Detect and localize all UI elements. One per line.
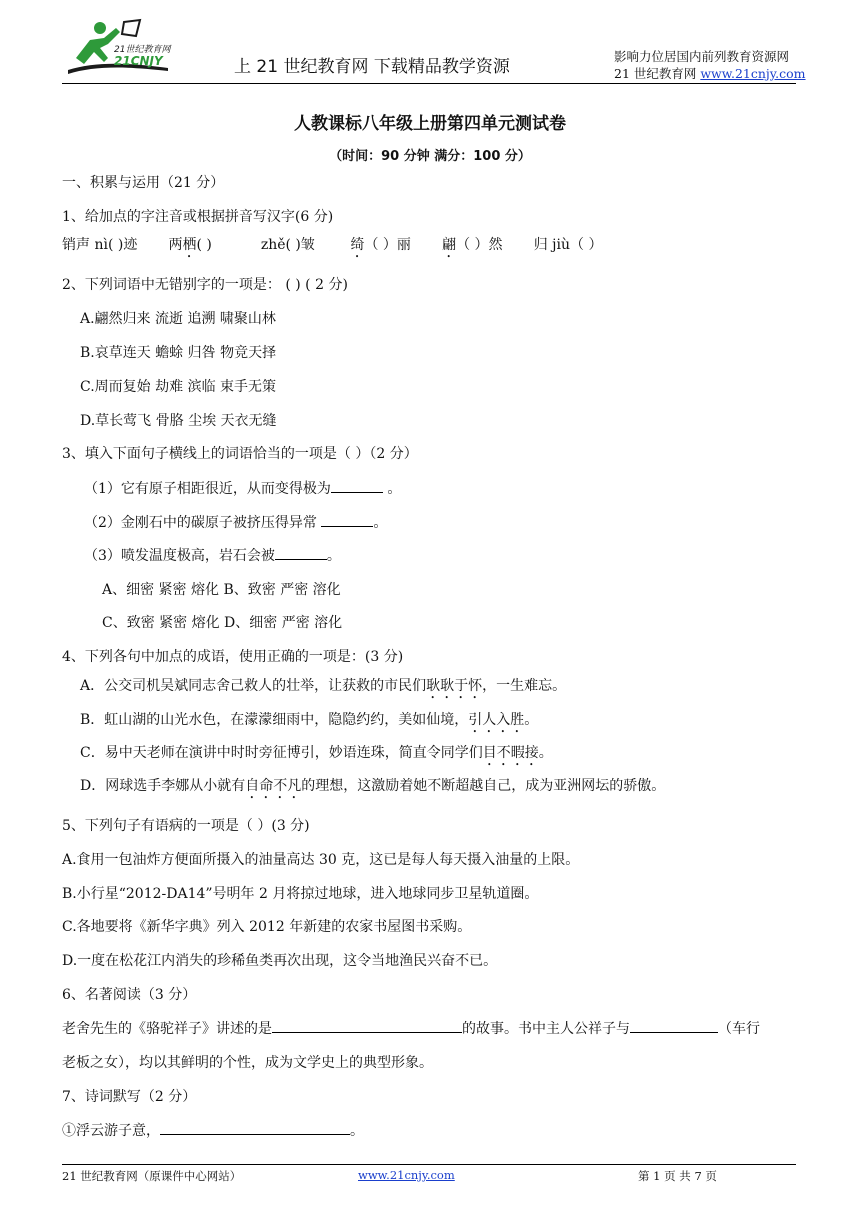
footer-page-number: 第 1 页 共 7 页 [638,1169,717,1183]
logo-cn-text: 21世纪教育网 [114,45,171,55]
q3-s1-end: 。 [382,481,402,497]
q4-stem: 4、下列各句中加点的成语，使用正确的一项是：(3 分) [62,649,404,665]
q4-c-idiom: 目不暇接 [482,745,539,761]
q4-c-post: 。 [538,745,553,761]
header-right-prefix: 21 世纪教育网 [614,66,701,81]
q3-blank-1[interactable] [331,480,383,493]
q5-option-d: D.一度在松花江内消失的珍稀鱼类再次出现，这令当地渔民兴奋不已。 [62,953,498,969]
q1-item-2a: 两 [168,237,183,253]
header-right [614,48,806,82]
q1-item-4b: （ ）丽 [364,237,411,253]
q2-option-c: C.周而复始 劫难 滨临 束手无策 [80,379,277,395]
header-rule [62,83,796,84]
header-right-line1: 影响力位居国内前列教育资源网 [614,49,790,64]
q4-option-b [80,709,538,736]
q6-stem: 6、名著阅读（3 分） [62,987,197,1003]
q4-d-idiom: 自命不凡 [245,778,302,794]
q7-blank-1[interactable] [160,1122,350,1135]
logo-en-text: 21CNJY [114,54,163,68]
q3-s2-text: （2）金刚石中的碳原子被挤压得异常 [84,515,322,531]
q1-item-1: 销声 nì( )迹 [62,237,138,253]
q4-a-idiom: 耿耿于怀 [426,678,483,694]
q4-d-pre: D．网球选手李娜从小就有 [80,778,246,794]
q6-line-2: 老板之女），均以其鲜明的个性，成为文学史上的典型形象。 [62,1055,433,1071]
q7-line-1 [62,1120,364,1140]
q7-line1-end: 。 [350,1123,364,1139]
q1-stem: 1、给加点的字注音或根据拼音写汉字(6 分) [62,209,334,225]
footer-site-link[interactable]: www.21cnjy.com [358,1168,455,1182]
q1-item-6: 归 jiù（ ） [533,237,603,253]
q5-option-b: B.小行星“2012-DA14”号明年 2 月将掠过地球，进入地球同步卫星轨道圈。 [62,886,539,902]
q6-line-1 [62,1018,760,1038]
q3-blank-2[interactable] [321,514,373,527]
q2-option-a: A.翩然归来 流逝 追溯 啸聚山林 [80,311,276,327]
footer-left: 21 世纪教育网（原课件中心网站） [62,1169,242,1183]
q1-items [62,234,602,261]
q3-s1-text: （1）它有原子相距很近，从而变得极为 [84,481,331,497]
q1-item-5b: （ ）然 [456,237,503,253]
q1-item-5-dotted: 翩 [442,237,457,253]
q7-line1-text: ①浮云游子意， [62,1123,160,1139]
q1-item-3: zhě( )皱 [260,237,315,253]
q6-line1-b: 的故事。书中主人公祥子与 [462,1021,630,1037]
q2-option-d: D.草长莺飞 骨胳 尘埃 天衣无缝 [80,413,277,429]
q4-a-pre: A．公交司机吴斌同志舍己救人的壮举，让获救的市民们 [80,678,427,694]
section-heading: 一、积累与运用（21 分） [62,175,225,191]
page-title: 人教课标八年级上册第四单元测试卷 [294,114,566,134]
q4-option-d [80,775,665,802]
q4-c-pre: C．易中天老师在演讲中时时旁征博引，妙语连珠，简直令同学们 [80,745,483,761]
q4-b-pre: B．虹山湖的山光水色，在濛濛细雨中，隐隐约约，美如仙境， [80,712,469,728]
q3-stem: 3、填入下面句子横线上的词语恰当的一项是（ ）（2 分） [62,446,418,462]
q2-option-b: B.哀草连天 蟾蜍 归咎 物竞天择 [80,345,277,361]
q4-a-post: ，一生难忘。 [482,678,567,694]
q4-option-a [80,675,566,702]
header-site-link[interactable]: www.21cnjy.com [700,66,806,81]
page-subtitle: （时间：90 分钟 满分：100 分） [329,149,531,164]
q3-s2-end: 。 [373,515,388,531]
q3-options-1: A、细密 紧密 熔化 B、致密 严密 溶化 [102,582,341,598]
q4-b-idiom: 引人入胜 [468,712,525,728]
q6-blank-1[interactable] [272,1020,462,1033]
q2-stem: 2、下列词语中无错别字的一项是： ( ) ( 2 分) [62,277,348,293]
q5-option-a: A.食用一包油炸方便面所摄入的油量高达 30 克，这已是每人每天摄入油量的上限。 [62,852,580,868]
header-right-line2 [614,65,806,82]
q4-option-c [80,742,553,769]
q4-d-post: 的理想，这激励着她不断超越自己，成为亚洲网坛的骄傲。 [301,778,666,794]
logo [64,18,174,78]
q3-options-2: C、致密 紧密 熔化 D、细密 严密 溶化 [102,615,343,631]
q3-s3-text: （3）喷发温度极高，岩石会被 [84,548,275,564]
q5-option-c: C.各地要将《新华字典》列入 2012 年新建的农家书屋图书采购。 [62,919,472,935]
q6-blank-2[interactable] [630,1020,718,1033]
q1-item-2-dotted: 栖 [182,237,197,253]
q4-b-post: 。 [524,712,539,728]
q6-line1-c: （车行 [718,1021,760,1037]
q3-sentence-2 [84,512,387,532]
q1-item-4-dotted: 绮 [350,237,365,253]
q5-stem: 5、下列句子有语病的一项是（ ）(3 分) [62,818,310,834]
q3-blank-3[interactable] [275,547,327,560]
q3-s3-end: 。 [326,548,341,564]
q3-sentence-3 [84,545,341,565]
q3-sentence-1 [84,478,401,498]
q7-stem: 7、诗词默写（2 分） [62,1089,197,1105]
q6-line1-a: 老舍先生的《骆驼祥子》讲述的是 [62,1021,272,1037]
footer-rule [62,1164,796,1165]
header-slogan: 上 21 世纪教育网 下载精品教学资源 [234,57,510,77]
q1-item-2b: ( ) [196,237,212,253]
